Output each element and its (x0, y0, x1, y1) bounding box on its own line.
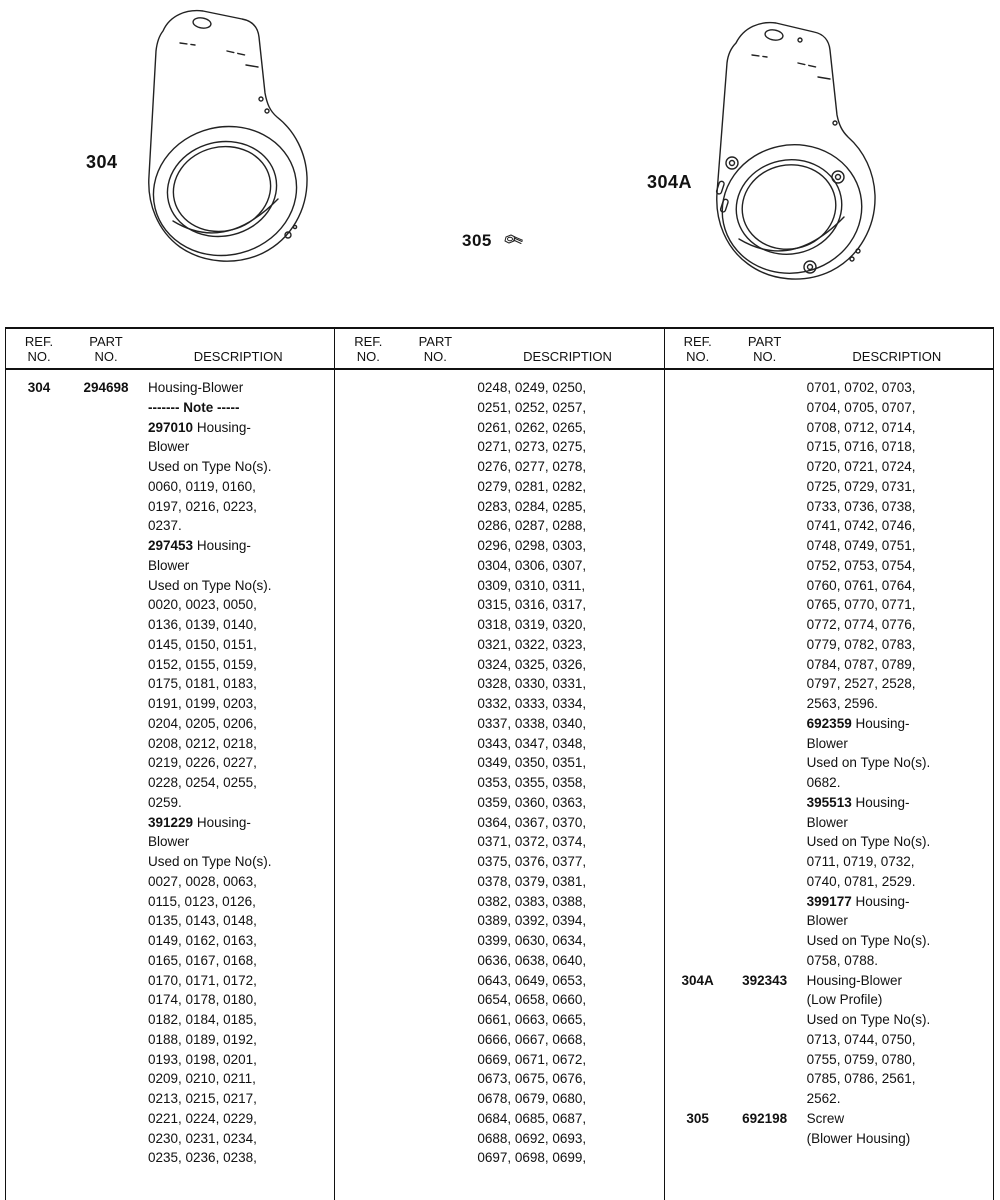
table-body (6, 370, 334, 1200)
description-line: 0708, 0712, 0714, (806, 419, 916, 435)
description-line: 0661, 0663, 0665, (477, 1012, 587, 1027)
description-line: 0136, 0139, 0140, (148, 617, 257, 632)
figure-label-305: 305 (462, 231, 492, 250)
description-cell (807, 971, 993, 1109)
description-line: 0725, 0729, 0731, (806, 478, 916, 494)
description-cell (148, 378, 334, 1168)
description-line: 0149, 0162, 0163, (148, 933, 257, 948)
description-line: 0733, 0736, 0738, (806, 498, 916, 514)
description-line: 395513 Housing- (806, 794, 910, 810)
description-line: 0772, 0774, 0776, (806, 617, 916, 632)
description-line: 0228, 0254, 0255, (148, 775, 257, 790)
description-line: Blower (148, 557, 190, 573)
description-line: 0170, 0171, 0172, (148, 972, 257, 988)
header-part-no: PART NO. (418, 334, 453, 364)
description-line: 0740, 0781, 2529. (806, 873, 916, 889)
description-line: 0666, 0667, 0668, (477, 1031, 587, 1047)
table-body (335, 370, 663, 1200)
parts-table (5, 327, 994, 1200)
header-part-no: PART NO. (747, 334, 782, 364)
description-line: 0371, 0372, 0374, (477, 834, 587, 850)
description-line: 0713, 0744, 0750, (806, 1031, 916, 1047)
description-line: 0193, 0198, 0201, (148, 1051, 257, 1067)
description-line: 297453 Housing- (148, 538, 251, 553)
description-line: 0248, 0249, 0250, (477, 380, 587, 395)
description-line: Used on Type No(s). (806, 834, 931, 850)
description-line: 0682. (806, 775, 841, 790)
part-no-cell: 392343 (742, 972, 788, 988)
description-line: 0221, 0224, 0229, (148, 1110, 257, 1126)
figure-label-304a: 304A (647, 172, 693, 192)
description-line: 2563, 2596. (806, 696, 878, 711)
description-line: 0688, 0692, 0693, (477, 1130, 587, 1146)
description-line: 0135, 0143, 0148, (148, 913, 257, 929)
description-line: 0332, 0333, 0334, (477, 696, 587, 711)
description-line: (Low Profile) (806, 992, 883, 1008)
description-line: 0389, 0392, 0394, (477, 913, 587, 929)
figures-area (0, 0, 1000, 327)
description-line: 0020, 0023, 0050, (148, 597, 257, 613)
description-line: Used on Type No(s). (148, 577, 272, 593)
description-line: 0711, 0719, 0732, (806, 854, 915, 869)
description-line: 0741, 0742, 0746, (806, 518, 916, 534)
description-line: Used on Type No(s). (806, 933, 931, 948)
description-line: 0779, 0782, 0783, (806, 636, 916, 652)
ref-no-cell: 304A (681, 972, 714, 988)
description-line: 0636, 0638, 0640, (477, 952, 587, 968)
header-description: DESCRIPTION (193, 349, 283, 364)
description-line: 0321, 0322, 0323, (477, 636, 587, 652)
description-line: 0027, 0028, 0063, (148, 873, 257, 889)
screw-305-drawing (503, 233, 525, 249)
description-line: 0145, 0150, 0151, (148, 636, 257, 652)
table-header (665, 329, 993, 370)
description-line: 0784, 0787, 0789, (806, 656, 916, 672)
table-column-2 (335, 329, 664, 1200)
description-line: 0219, 0226, 0227, (148, 755, 257, 771)
description-line: 0364, 0367, 0370, (477, 814, 587, 830)
description-line: 0785, 0786, 2561, (806, 1071, 916, 1087)
table-header (335, 329, 663, 370)
description-line: 0684, 0685, 0687, (477, 1110, 587, 1126)
blower-housing-304a-drawing (692, 15, 887, 315)
description-line: 0324, 0325, 0326, (477, 656, 587, 672)
description-line: 0261, 0262, 0265, (477, 419, 587, 435)
description-line: (Blower Housing) (806, 1130, 911, 1146)
header-part-no: PART NO. (89, 334, 123, 364)
description-line: 0399, 0630, 0634, (477, 933, 587, 948)
description-line: Housing-Blower (148, 380, 244, 395)
description-line: 0378, 0379, 0381, (477, 873, 587, 889)
description-line: 0197, 0216, 0223, (148, 498, 257, 514)
description-line: 399177 Housing- (806, 893, 910, 909)
description-line: 0748, 0749, 0751, (806, 538, 916, 553)
table-column-1 (6, 329, 335, 1200)
description-line: 0337, 0338, 0340, (477, 715, 587, 731)
description-line: 0276, 0277, 0278, (477, 459, 587, 474)
description-line: 0188, 0189, 0192, (148, 1031, 257, 1047)
description-line: 0259. (148, 794, 182, 810)
description-line: 0152, 0155, 0159, (148, 656, 257, 672)
description-line: Blower (806, 735, 848, 751)
description-line: 0382, 0383, 0388, (477, 893, 587, 909)
table-body (665, 370, 993, 1200)
description-line: 0237. (148, 518, 182, 534)
description-line: 0673, 0675, 0676, (477, 1071, 587, 1087)
part-no-cell (393, 378, 477, 1168)
description-line: Used on Type No(s). (806, 755, 931, 771)
description-line: 0755, 0759, 0780, (806, 1051, 916, 1067)
table-row (665, 1109, 993, 1149)
description-line: 0752, 0753, 0754, (806, 557, 916, 573)
description-line: 0318, 0319, 0320, (477, 617, 587, 632)
description-line: Used on Type No(s). (148, 854, 272, 869)
description-line: 0701, 0702, 0703, (806, 380, 916, 395)
description-line: 0251, 0252, 0257, (477, 399, 587, 415)
description-cell (477, 378, 663, 1168)
description-line: 0304, 0306, 0307, (477, 557, 587, 573)
description-line: 0704, 0705, 0707, (806, 399, 916, 415)
description-line: 0060, 0119, 0160, (148, 478, 256, 494)
part-no-cell (723, 378, 807, 971)
description-line: Screw (806, 1110, 845, 1126)
header-ref-no: REF. NO. (683, 334, 712, 364)
description-line: 0315, 0316, 0317, (477, 597, 587, 613)
header-description: DESCRIPTION (523, 349, 612, 364)
description-line: 0643, 0649, 0653, (477, 972, 587, 988)
description-line: 0328, 0330, 0331, (477, 676, 587, 692)
description-line: 0175, 0181, 0183, (148, 676, 257, 692)
description-line: 0353, 0355, 0358, (477, 775, 587, 790)
figure-label-304: 304 (86, 152, 118, 172)
table-row (335, 378, 663, 1168)
table-row (665, 378, 993, 971)
description-line: 0213, 0215, 0217, (148, 1091, 257, 1106)
description-line: 0115, 0123, 0126, (148, 893, 256, 909)
description-line: 297010 Housing- (148, 419, 251, 435)
table-header (6, 329, 334, 370)
ref-no-cell: 304 (27, 380, 51, 395)
description-cell (807, 1109, 993, 1149)
description-line: 0165, 0167, 0168, (148, 952, 257, 968)
description-line: 0758, 0788. (806, 952, 878, 968)
ref-no-cell (343, 378, 393, 1168)
description-line: Blower (806, 814, 848, 830)
description-line: Used on Type No(s). (148, 459, 272, 474)
description-line: 0182, 0184, 0185, (148, 1012, 257, 1027)
description-line: 0283, 0284, 0285, (477, 498, 587, 514)
description-line: 391229 Housing- (148, 814, 251, 830)
description-line: 0174, 0178, 0180, (148, 992, 257, 1008)
table-row (6, 378, 334, 1168)
description-line: 0286, 0287, 0288, (477, 518, 587, 534)
description-line: 0760, 0761, 0764, (806, 577, 916, 593)
description-line: 0209, 0210, 0211, (148, 1071, 256, 1087)
description-line: 0349, 0350, 0351, (477, 755, 587, 771)
header-ref-no: REF. NO. (24, 334, 54, 364)
description-line: ------- Note ----- (148, 399, 240, 415)
header-ref-no: REF. NO. (354, 334, 383, 364)
description-line: 0343, 0347, 0348, (477, 735, 587, 751)
description-line: 0715, 0716, 0718, (806, 439, 916, 455)
description-line: 0654, 0658, 0660, (477, 992, 587, 1008)
description-line: Blower (148, 439, 190, 455)
ref-no-cell: 305 (686, 1110, 709, 1126)
description-line: 0678, 0679, 0680, (477, 1091, 587, 1106)
description-line: 0191, 0199, 0203, (148, 696, 257, 711)
description-line: 0797, 2527, 2528, (806, 676, 916, 692)
ref-no-cell (673, 378, 723, 971)
part-no-cell: 692198 (742, 1110, 788, 1126)
description-line: 0359, 0360, 0363, (477, 794, 587, 810)
description-line: 2562. (806, 1091, 841, 1106)
description-line: 0375, 0376, 0377, (477, 854, 587, 869)
blower-housing-304-drawing (125, 5, 320, 300)
description-line: 0669, 0671, 0672, (477, 1051, 587, 1067)
description-line: 0235, 0236, 0238, (148, 1150, 257, 1166)
table-column-3 (665, 329, 993, 1200)
description-line: Housing-Blower (806, 972, 902, 988)
description-line: 0279, 0281, 0282, (477, 478, 587, 494)
description-line: Blower (148, 834, 190, 850)
description-line: 0697, 0698, 0699, (477, 1150, 587, 1166)
part-no-cell: 294698 (83, 380, 129, 395)
description-line: Blower (806, 913, 848, 929)
description-line: 0296, 0298, 0303, (477, 538, 587, 553)
description-line: 0765, 0770, 0771, (806, 597, 916, 613)
header-description: DESCRIPTION (852, 349, 942, 364)
description-line: 0230, 0231, 0234, (148, 1130, 257, 1146)
description-line: 0309, 0310, 0311, (477, 577, 586, 593)
description-line: 0208, 0212, 0218, (148, 735, 257, 751)
description-line: 0720, 0721, 0724, (806, 459, 916, 474)
description-line: 692359 Housing- (806, 715, 910, 731)
description-cell (807, 378, 993, 971)
table-row (665, 971, 993, 1109)
description-line: 0204, 0205, 0206, (148, 715, 257, 731)
description-line: 0271, 0273, 0275, (477, 439, 587, 455)
description-line: Used on Type No(s). (806, 1012, 931, 1027)
